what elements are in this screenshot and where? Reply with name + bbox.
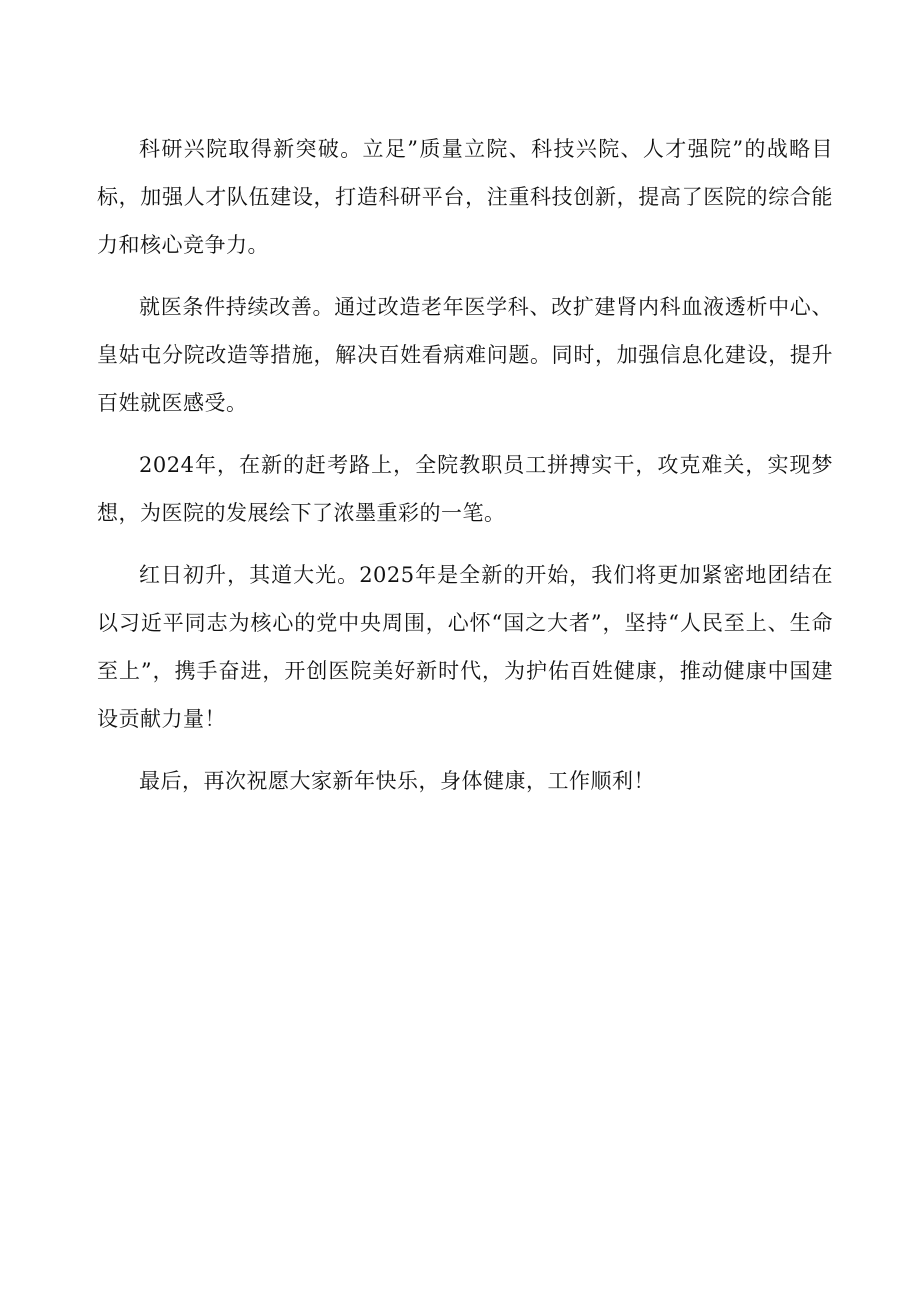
paragraph-research: 科研兴院取得新突破。立足”质量立院、科技兴院、人才强院”的战略目标，加强人才队伍建设，打造科研平台，注重科技创新，提高了医院的综合能力和核心竞争力。 bbox=[97, 137, 833, 257]
paragraph-2024-summary: 2024年，在新的赶考路上，全院教职员工拼搏实干，攻克难关，实现梦想，为医院的发展绘下了浓墨重彩的一笔。 bbox=[97, 453, 833, 525]
paragraph-medical-conditions: 就医条件持续改善。通过改造老年医学科、改扩建肾内科血液透析中心、皇姑屯分院改造等措施，解决百姓看病难问题。同时，加强信息化建设，提升百姓就医感受。 bbox=[97, 295, 833, 415]
paragraph-closing-wishes: 最后，再次祝愿大家新年快乐，身体健康，工作顺利！ bbox=[139, 769, 655, 793]
document-body bbox=[97, 125, 833, 819]
paragraph-2025-outlook: 红日初升，其道大光。2025年是全新的开始，我们将更加紧密地团结在以习近平同志为核心的党中央周围，心怀“国之大者”，坚持“人民至上、生命至上”，携手奋进，开创医院美好新时代，为护佑百姓健康，推动健康中国建设贡献力量！ bbox=[97, 563, 833, 731]
